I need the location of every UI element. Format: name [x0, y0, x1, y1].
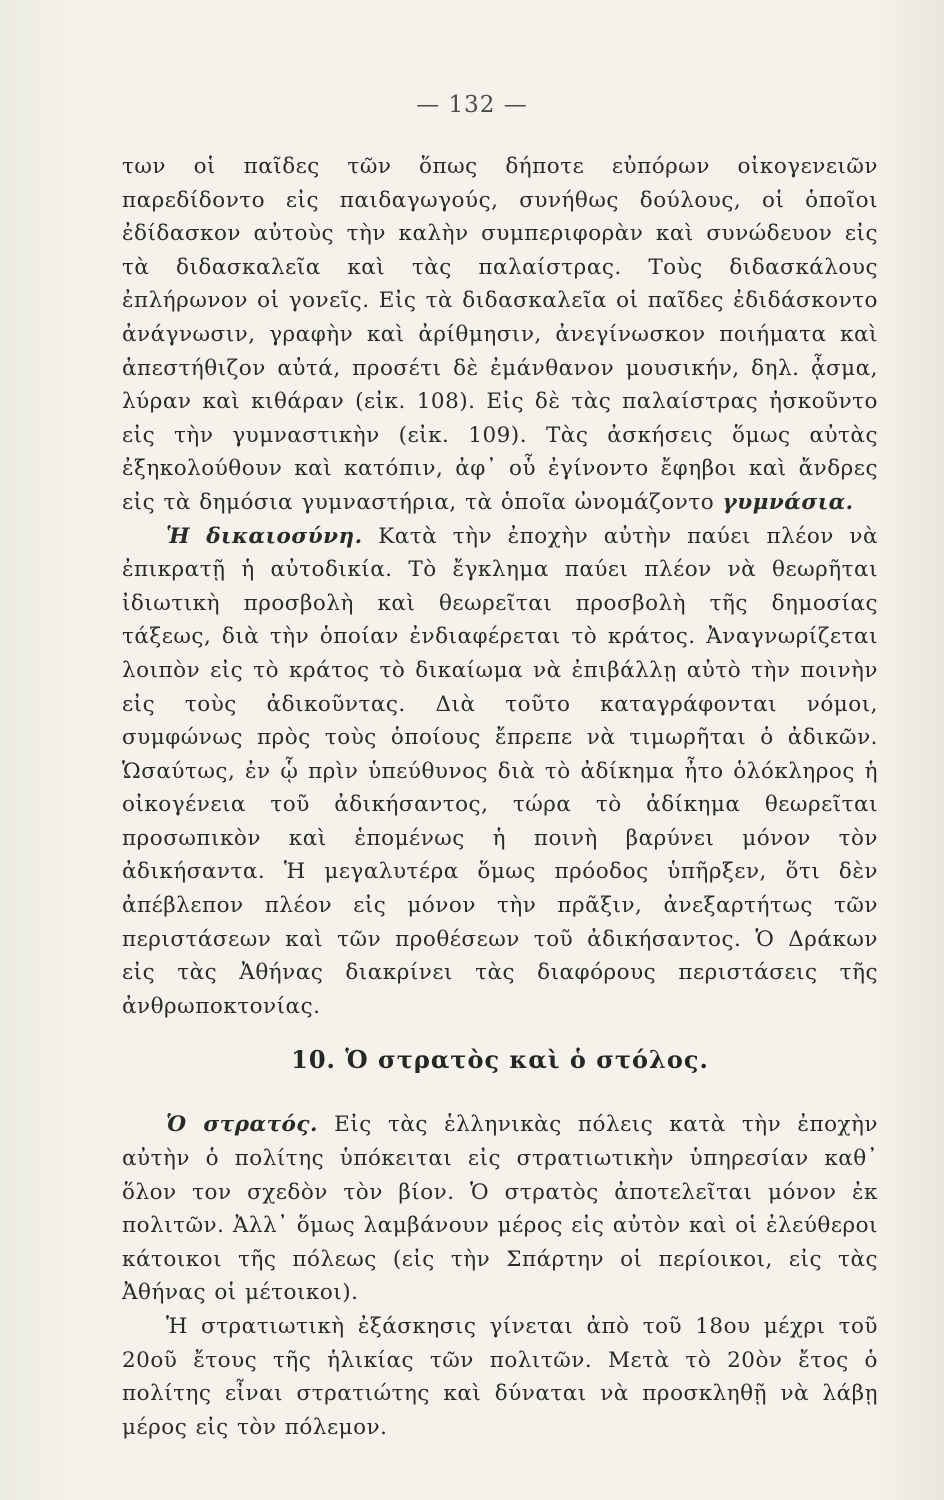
- paragraph-army: [122, 1108, 878, 1310]
- paragraph-text: Κατὰ τὴν ἐποχὴν αὐτὴν παύει πλέον νὰ ἐπικρατῇ ἡ αὐτοδικία. Τὸ ἔγκλημα παύει πλέον νὰ θεωρῆται ἰδιωτικὴ προσβολὴ καὶ θεωρεῖται προσβολὴ τῆς δημοσίας τάξεως, διὰ τὴν ὁποίαν ἐνδιαφέρεται τὸ κράτος. Ἀναγνωρίζεται λοιπὸν εἰς τὸ κράτος τὸ δικαίωμα νὰ ἐπιβάλλῃ αὐτὸ τὴν ποινὴν εἰς τοὺς ἀδικοῦντας. Διὰ τοῦτο καταγράφονται νόμοι, συμφώνως πρὸς τοὺς ὁποίους ἔπρεπε νὰ τιμωρῆται ὁ ἀδικῶν. Ὡσαύτως, ἐν ᾧ πρὶν ὑπεύθυνος διὰ τὸ ἀδίκημα ἦτο ὁλόκληρος ἡ οἰκογένεια τοῦ ἀδικήσαντος, τώρα τὸ ἀδίκημα θεωρεῖται προσωπικὸν καὶ ἑπομένως ἡ ποινὴ βαρύνει μόνον τὸν ἀδικήσαντα. Ἡ μεγαλυτέρα ὅμως πρόοδος ὑπῆρξεν, ὅτι δὲν ἀπέβλεπον πλέον εἰς μόνον τὴν πρᾶξιν, ἀνεξαρτήτως τῶν περιστάσεων καὶ τῶν προθέσεων τοῦ ἀδικήσαντος. Ὁ Δράκων εἰς τὰς Ἀθήνας διακρίνει τὰς διαφόρους περιστάσεις τῆς ἀνθρωποκτονίας.: [122, 523, 878, 1019]
- paragraph-education: [122, 150, 878, 520]
- term-gymnasia: γυμνάσια.: [722, 489, 854, 515]
- body-text: [122, 150, 878, 1444]
- paragraph-training: [122, 1310, 878, 1444]
- paragraph-text: Εἰς τὰς ἑλληνικὰς πόλεις κατὰ τὴν ἐποχὴν αὐτὴν ὁ πολίτης ὑπόκειται εἰς στρατιωτικὴν ὑπηρεσίαν καθ᾽ ὅλον τον σχεδὸν τὸν βίον. Ὁ στρατὸς ἀποτελεῖται μόνον ἐκ πολιτῶν. Ἀλλ᾽ ὅμως λαμβάνουν μέρος εἰς αὐτὸν καὶ οἱ ἐλεύθεροι κάτοικοι τῆς πόλεως (εἰς τὴν Σπάρτην οἱ περίοικοι, εἰς τὰς Ἀθήνας οἱ μέτοικοι).: [122, 1112, 878, 1306]
- section-heading: 10. Ὁ στρατὸς καὶ ὁ στόλος.: [291, 1045, 709, 1075]
- term-justice: Ἡ δικαιοσύνη.: [166, 523, 363, 549]
- paragraph-text: Ἡ στρατιωτικὴ ἐξάσκησις γίνεται ἀπὸ τοῦ 18ου μέχρι τοῦ 20οῦ ἔτους τῆς ἡλικίας τῶν πολιτῶν. Μετὰ τὸ 20ὸν ἔτος ὁ πολίτης εἶναι στρατιώτης καὶ δύναται νὰ προσκληθῇ νὰ λάβῃ μέρος εἰς τὸν πόλεμον.: [122, 1314, 878, 1440]
- term-army: Ὁ στρατός.: [166, 1112, 318, 1138]
- paragraph-text: των οἱ παῖδες τῶν ὅπως δήποτε εὐπόρων οἰκογενειῶν παρεδίδοντο εἰς παιδαγωγούς, συνήθως δούλους, οἱ ὁποῖοι ἐδίδασκον αὐτοὺς τὴν καλὴν συμπεριφορὰν καὶ συνώδευον εἰς τὰ διδασκαλεῖα καὶ τὰς παλαίστρας. Τοὺς διδασκάλους ἐπλήρωνον οἱ γονεῖς. Εἰς τὰ διδασκαλεῖα οἱ παῖδες ἐδιδάσκοντο ἀνάγνωσιν, γραφὴν καὶ ἀρίθμησιν, ἀνεγίνωσκον ποιήματα καὶ ἀπεστήθιζον αὐτά, προσέτι δὲ ἐμάνθανον μουσικήν, δηλ. ᾆσμα, λύραν καὶ κιθάραν (εἰκ. 108). Εἰς δὲ τὰς παλαίστρας ἠσκοῦντο εἰς τὴν γυμναστικὴν (εἰκ. 109). Τὰς ἀσκήσεις ὅμως αὐτὰς ἐξηκολούθουν καὶ κατόπιν, ἀφ᾽ οὗ ἐγίνοντο ἔφηβοι καὶ ἄνδρες εἰς τὰ δημόσια γυμναστήρια, τὰ ὁποῖα ὠνομάζοντο: [122, 154, 878, 515]
- page-number: — 132 —: [416, 92, 528, 118]
- paragraph-justice: [122, 520, 878, 1024]
